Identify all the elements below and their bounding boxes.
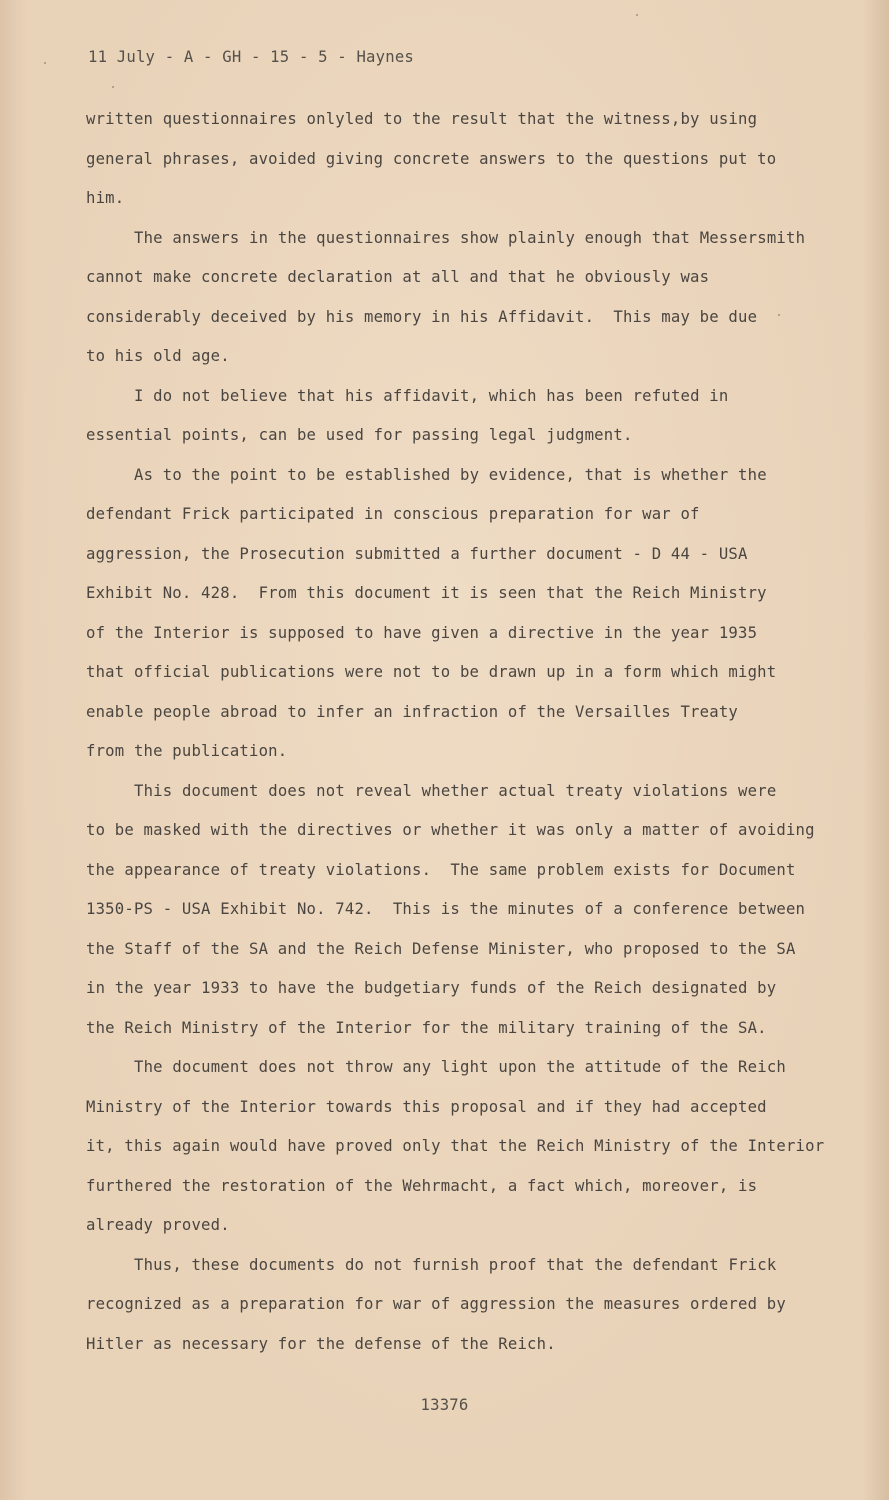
text-line: Exhibit No. 428. From this document it is seen that the Reich Ministry	[86, 584, 767, 602]
text-line: to his old age.	[86, 347, 230, 365]
text-line: recognized as a preparation for war of aggression the measures ordered by	[86, 1295, 786, 1313]
text-line: from the publication.	[86, 742, 288, 760]
text-line: to be masked with the directives or whether it was only a matter of avoiding	[86, 821, 815, 839]
text-line: him.	[86, 189, 125, 207]
text-line: I do not believe that his affidavit, which has been refuted in	[134, 386, 729, 405]
text-line: considerably deceived by his memory in his Affidavit. This may be due	[86, 307, 758, 326]
paper-speck	[44, 62, 46, 64]
paragraph	[86, 100, 846, 219]
text-line: aggression, the Prosecution submitted a further document - D 44 - USA	[86, 544, 748, 563]
text-line: defendant Frick participated in conscious preparation for war of	[86, 505, 700, 523]
text-line: written questionnaires onlyled to the result that the witness,by using	[86, 110, 758, 128]
body-text	[86, 100, 846, 1364]
text-line: Ministry of the Interior towards this proposal and if they had accepted	[86, 1097, 767, 1116]
text-line: of the Interior is supposed to have given a directive in the year 1935	[86, 623, 758, 642]
text-line: As to the point to be established by evidence, that is whether the	[134, 465, 767, 484]
text-line: it, this again would have proved only that the Reich Ministry of the Interior	[86, 1137, 825, 1155]
text-line: The document does not throw any light upon the attitude of the Reich	[134, 1058, 786, 1076]
paper-speck	[112, 86, 114, 88]
page-header: 11 July - A - GH - 15 - 5 - Haynes	[88, 48, 414, 66]
paragraph	[86, 1048, 846, 1246]
paragraph	[86, 377, 846, 456]
text-line: general phrases, avoided giving concrete answers to the questions put to	[86, 149, 777, 168]
paragraph	[86, 1246, 846, 1365]
paper-speck	[636, 14, 638, 16]
text-line: cannot make concrete declaration at all and that he obviously was	[86, 268, 710, 286]
text-line: furthered the restoration of the Wehrmacht, a fact which, moreover, is	[86, 1176, 758, 1195]
text-line: This document does not reveal whether actual treaty violations were	[134, 781, 777, 800]
text-line: the Reich Ministry of the Interior for the military training of the SA.	[86, 1018, 767, 1037]
paragraph	[86, 456, 846, 772]
text-line: Hitler as necessary for the defense of the Reich.	[86, 1334, 556, 1353]
text-line: 1350-PS - USA Exhibit No. 742. This is the minutes of a conference between	[86, 900, 806, 918]
text-line: already proved.	[86, 1216, 230, 1234]
text-line: the appearance of treaty violations. The same problem exists for Document	[86, 860, 796, 879]
text-line: that official publications were not to be drawn up in a form which might	[86, 663, 777, 681]
text-line: enable people abroad to infer an infraction of the Versailles Treaty	[86, 702, 738, 721]
text-line: in the year 1933 to have the budgetiary funds of the Reich designated by	[86, 979, 777, 997]
paragraph	[86, 219, 846, 377]
page-number: 13376	[420, 1396, 469, 1414]
text-line: The answers in the questionnaires show plainly enough that Messersmith	[134, 228, 806, 247]
text-line: Thus, these documents do not furnish proof that the defendant Frick	[134, 1255, 777, 1274]
paragraph	[86, 772, 846, 1049]
text-line: essential points, can be used for passing legal judgment.	[86, 426, 633, 444]
text-line: the Staff of the SA and the Reich Defense Minister, who proposed to the SA	[86, 939, 796, 958]
paper-speck	[778, 314, 780, 316]
